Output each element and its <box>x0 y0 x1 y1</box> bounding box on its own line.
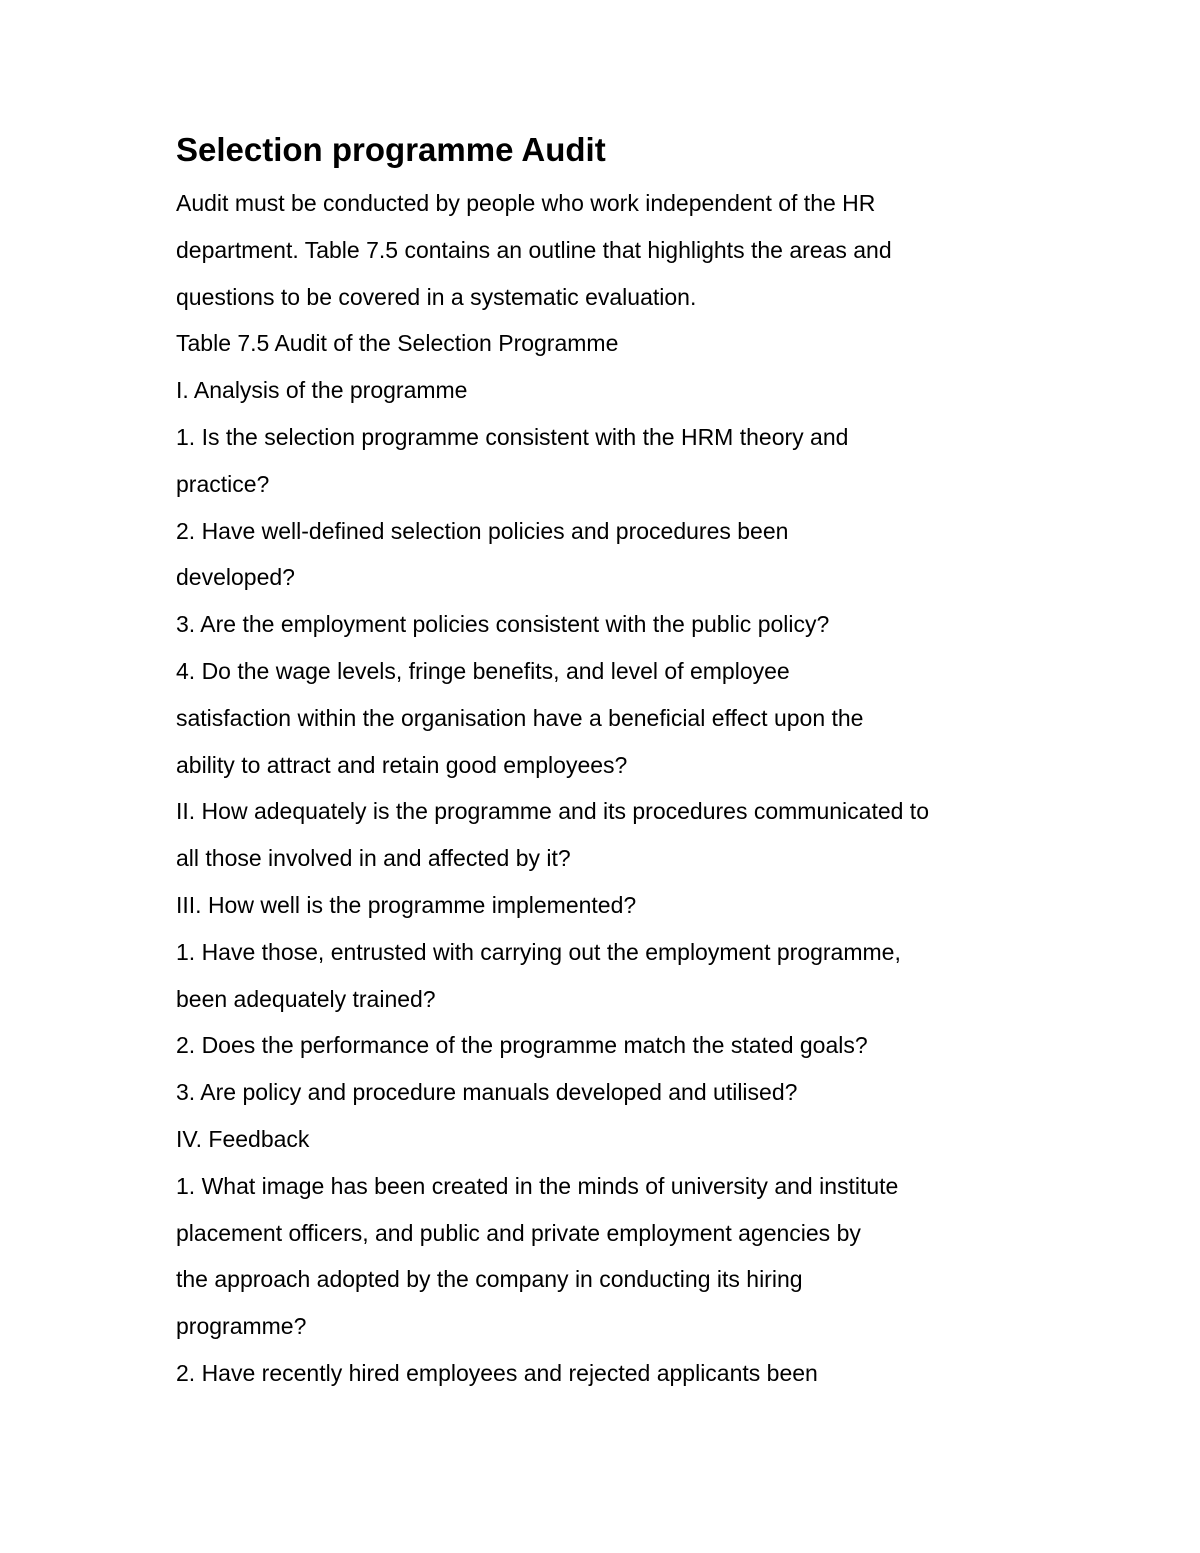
question-line: ability to attract and retain good employees? <box>176 751 628 778</box>
section-heading: III. How well is the programme implemented? <box>176 891 637 918</box>
question-line: placement officers, and public and private employment agencies by <box>176 1219 861 1246</box>
question-line: 1. Is the selection programme consistent with the HRM theory and <box>176 423 849 450</box>
question-line: 3. Are the employment policies consistent with the public policy? <box>176 611 830 638</box>
body-line: Audit must be conducted by people who work independent of the HR <box>176 190 876 216</box>
question-line: 3. Are policy and procedure manuals developed and utilised? <box>176 1079 798 1106</box>
question-line: practice? <box>176 470 270 497</box>
question-line: 1. Have those, entrusted with carrying out the employment programme, <box>176 938 901 965</box>
section-heading: all those involved in and affected by it? <box>176 845 571 872</box>
question-line: programme? <box>176 1313 307 1340</box>
section-heading: IV. Feedback <box>176 1125 310 1152</box>
question-line: developed? <box>176 564 295 591</box>
section-heading: II. How adequately is the programme and its procedures communicated to <box>176 798 929 825</box>
question-line: 2. Have recently hired employees and rejected applicants been <box>176 1359 818 1386</box>
body-line: department. Table 7.5 contains an outline that highlights the areas and <box>176 236 892 263</box>
section-heading: I. Analysis of the programme <box>176 377 468 404</box>
body-line: questions to be covered in a systematic evaluation. <box>176 283 697 310</box>
question-line: the approach adopted by the company in conducting its hiring <box>176 1266 803 1293</box>
question-line: been adequately trained? <box>176 985 436 1012</box>
table-caption: Table 7.5 Audit of the Selection Programme <box>176 330 619 357</box>
question-line: satisfaction within the organisation have a beneficial effect upon the <box>176 704 864 731</box>
document-body <box>176 180 1036 1397</box>
question-line: 4. Do the wage levels, fringe benefits, and level of employee <box>176 657 790 684</box>
question-line: 2. Does the performance of the programme match the stated goals? <box>176 1032 868 1059</box>
question-line: 1. What image has been created in the minds of university and institute <box>176 1172 899 1199</box>
question-line: 2. Have well-defined selection policies and procedures been <box>176 517 789 544</box>
document-heading: Selection programme Audit <box>176 131 606 168</box>
